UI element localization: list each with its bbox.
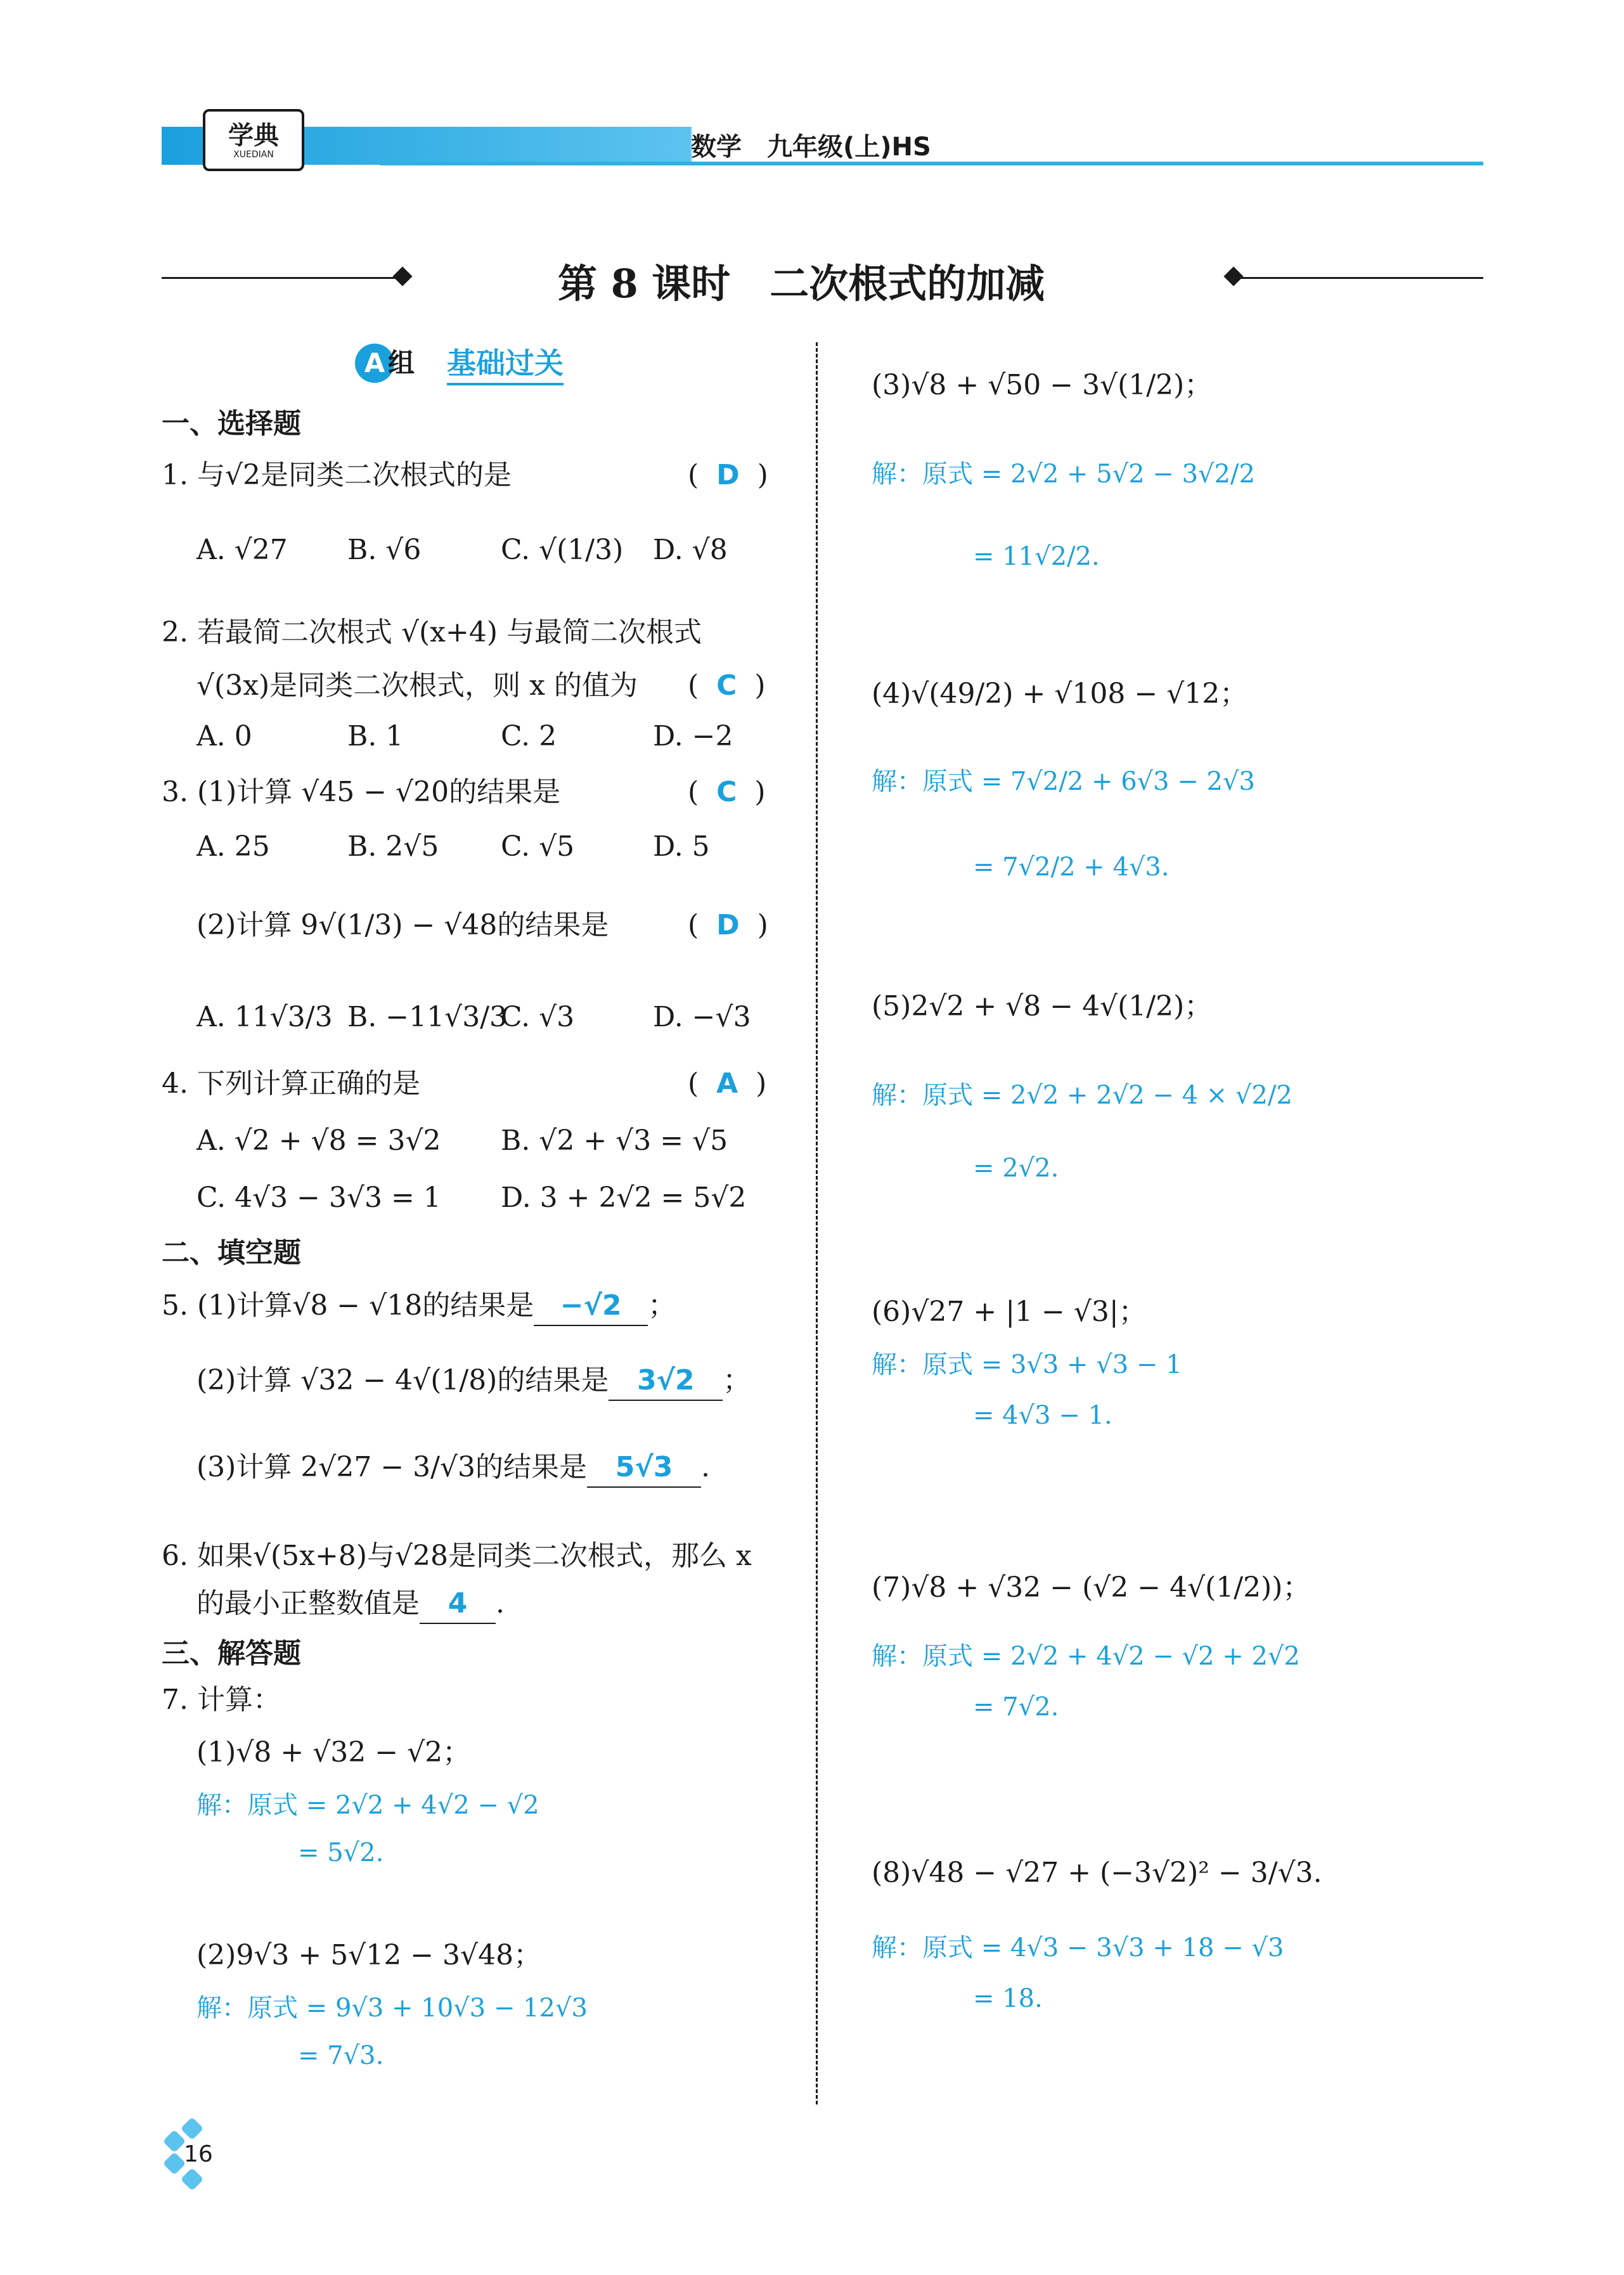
q5-answer2: 3√2 [609, 1362, 723, 1401]
q7-p3-solution: 解：原式 = 2√2 + 5√2 − 3√2/2 [872, 460, 1255, 489]
q2-option-b: B. 1 [347, 720, 404, 752]
q1-stem: 1. 与√2是同类二次根式的是 [162, 459, 512, 491]
q2-option-c: C. 2 [501, 720, 557, 752]
q7-p2-question: (2)9√3 + 5√12 − 3√48； [197, 1939, 542, 1971]
q7-p7-solution: 解：原式 = 2√2 + 4√2 − √2 + 2√2 [872, 1642, 1300, 1671]
q6-line2: 的最小正整数值是 4 . [197, 1585, 505, 1624]
q7-p1-result: = 5√2. [298, 1838, 384, 1867]
q7-p4-question: (4)√(49/2) + √108 − √12； [872, 678, 1248, 710]
q3-option2-d: D. −√3 [653, 1001, 751, 1033]
q7-p7-question: (7)√8 + √32 − (√2 − 4√(1/2))； [872, 1571, 1311, 1604]
q3-option1-b: B. 2√5 [347, 830, 439, 863]
q3-option2-c: C. √3 [501, 1001, 575, 1033]
logo-text: 学典 [228, 120, 279, 150]
q2-answer: C [716, 669, 737, 702]
q4-option-a: A. √2 + √8 = 3√2 [197, 1125, 441, 1157]
q7-p4-result: = 7√2/2 + 4√3. [973, 853, 1170, 882]
q1-option-d: D. √8 [653, 534, 728, 566]
column-divider [816, 342, 818, 2104]
q4-answer: A [716, 1067, 738, 1100]
q4-option-d: D. 3 + 2√2 = 5√2 [501, 1182, 747, 1214]
q2-stem-line1: 2. 若最简二次根式 √(x+4) 与最简二次根式 [162, 616, 702, 648]
footer-hex-icon [181, 2168, 204, 2191]
logo-subtext: XUEDIAN [233, 150, 274, 160]
group-badge-label: 组 [388, 347, 415, 378]
page-number: 16 [184, 2141, 213, 2167]
q1-option-c: C. √(1/3) [501, 534, 624, 566]
q7-p3-question: (3)√8 + √50 − 3√(1/2)； [872, 369, 1213, 401]
q3-option2-a: A. 11√3/3 [197, 1001, 333, 1033]
q4-option-c: C. 4√3 − 3√3 = 1 [197, 1182, 441, 1214]
q7-p3-result: = 11√2/2. [973, 542, 1100, 571]
q7-p6-solution: 解：原式 = 3√3 + √3 − 1 [872, 1350, 1182, 1379]
q7-p6-question: (6)√27 + |1 − √3|； [872, 1296, 1147, 1328]
q5-answer3: 5√3 [587, 1448, 701, 1488]
q7-p2-solution: 解：原式 = 9√3 + 10√3 − 12√3 [197, 1994, 588, 2023]
section-solve: 三、解答题 [162, 1637, 301, 1670]
q1-answer: D [716, 459, 740, 491]
q7-stem: 7. 计算： [162, 1684, 281, 1716]
q4-option-b: B. √2 + √3 = √5 [501, 1125, 728, 1157]
q3-option2-b: B. −11√3/3 [347, 1001, 508, 1033]
title-rule-right [1233, 277, 1483, 279]
q5-part2-text: (2)计算 √32 − 4√(1/8)的结果是 [197, 1364, 609, 1396]
header-rule [380, 162, 1483, 165]
header-subject: 数学 九年级(上)HS [691, 132, 931, 162]
q2-option-d: D. −2 [653, 720, 733, 752]
q2-answer-paren: ( C ) [688, 669, 766, 702]
q7-p2-result: = 7√3. [298, 2041, 384, 2070]
q7-p8-question: (8)√48 − √27 + (−3√2)² − 3/√3. [872, 1857, 1322, 1889]
q3-option1-a: A. 25 [197, 830, 270, 863]
title-rule-left [162, 277, 403, 279]
logo [203, 109, 304, 171]
q7-p7-result: = 7√2. [973, 1692, 1059, 1722]
q3-answer2: D [716, 909, 740, 941]
q7-p1-solution: 解：原式 = 2√2 + 4√2 − √2 [197, 1791, 539, 1820]
q3-option1-d: D. 5 [653, 830, 710, 863]
q6-line2-text: 的最小正整数值是 [197, 1587, 420, 1620]
q5-part2: (2)计算 √32 − 4√(1/8)的结果是 3√2 ； [197, 1362, 751, 1401]
q6-answer: 4 [420, 1585, 496, 1624]
footer-hex-icon [163, 2152, 186, 2175]
section-fill: 二、填空题 [162, 1237, 301, 1269]
q3-stem2: (2)计算 9√(1/3) − √48的结果是 [197, 909, 609, 941]
footer-hex-icon [181, 2117, 204, 2141]
q2-option-a: A. 0 [197, 720, 252, 752]
group-name: 基础过关 [447, 344, 564, 385]
q5-part1-text: 5. (1)计算√8 − √18的结果是 [162, 1289, 534, 1322]
q7-p5-solution: 解：原式 = 2√2 + 2√2 − 4 × √2/2 [872, 1081, 1292, 1110]
q5-part1: 5. (1)计算√8 − √18的结果是 −√2 ； [162, 1287, 676, 1326]
q3-stem1: 3. (1)计算 √45 − √20的结果是 [162, 776, 561, 808]
footer-hex-icon [163, 2130, 186, 2153]
q7-p8-result: = 18. [973, 1984, 1043, 2013]
section-choice: 一、选择题 [162, 408, 301, 440]
q7-p4-solution: 解：原式 = 7√2/2 + 6√3 − 2√3 [872, 767, 1255, 796]
title-diamond-right [1223, 266, 1243, 286]
q4-answer-paren: ( A ) [688, 1067, 767, 1100]
q2-stem-line2: √(3x)是同类二次根式，则 x 的值为 [197, 669, 638, 702]
q1-option-b: B. √6 [347, 534, 422, 566]
q6-line1: 6. 如果√(5x+8)与√28是同类二次根式，那么 x [162, 1540, 752, 1572]
q5-answer1: −√2 [534, 1287, 648, 1326]
q7-p5-question: (5)2√2 + √8 − 4√(1/2)； [872, 990, 1213, 1022]
q7-p5-result: = 2√2. [973, 1154, 1059, 1183]
q7-p8-solution: 解：原式 = 4√3 − 3√3 + 18 − √3 [872, 1933, 1284, 1962]
group-badge: A [355, 344, 394, 383]
q4-stem: 4. 下列计算正确的是 [162, 1067, 420, 1100]
q1-option-a: A. √27 [197, 534, 288, 566]
title-diamond-left [392, 266, 412, 286]
q7-p1-question: (1)√8 + √32 − √2； [197, 1736, 471, 1769]
q3-answer1: C [716, 776, 737, 808]
q5-part3: (3)计算 2√27 − 3/√3的结果是 5√3 . [197, 1448, 710, 1488]
q7-p6-result: = 4√3 − 1. [973, 1401, 1112, 1430]
q1-answer-paren: ( D ) [688, 459, 768, 491]
q3-option1-c: C. √5 [501, 830, 575, 863]
q3-answer1-paren: ( C ) [688, 776, 766, 808]
page-title: 第 8 课时 二次根式的加减 [558, 261, 1045, 307]
q5-part3-text: (3)计算 2√27 − 3/√3的结果是 [197, 1451, 588, 1483]
q3-answer2-paren: ( D ) [688, 909, 768, 941]
